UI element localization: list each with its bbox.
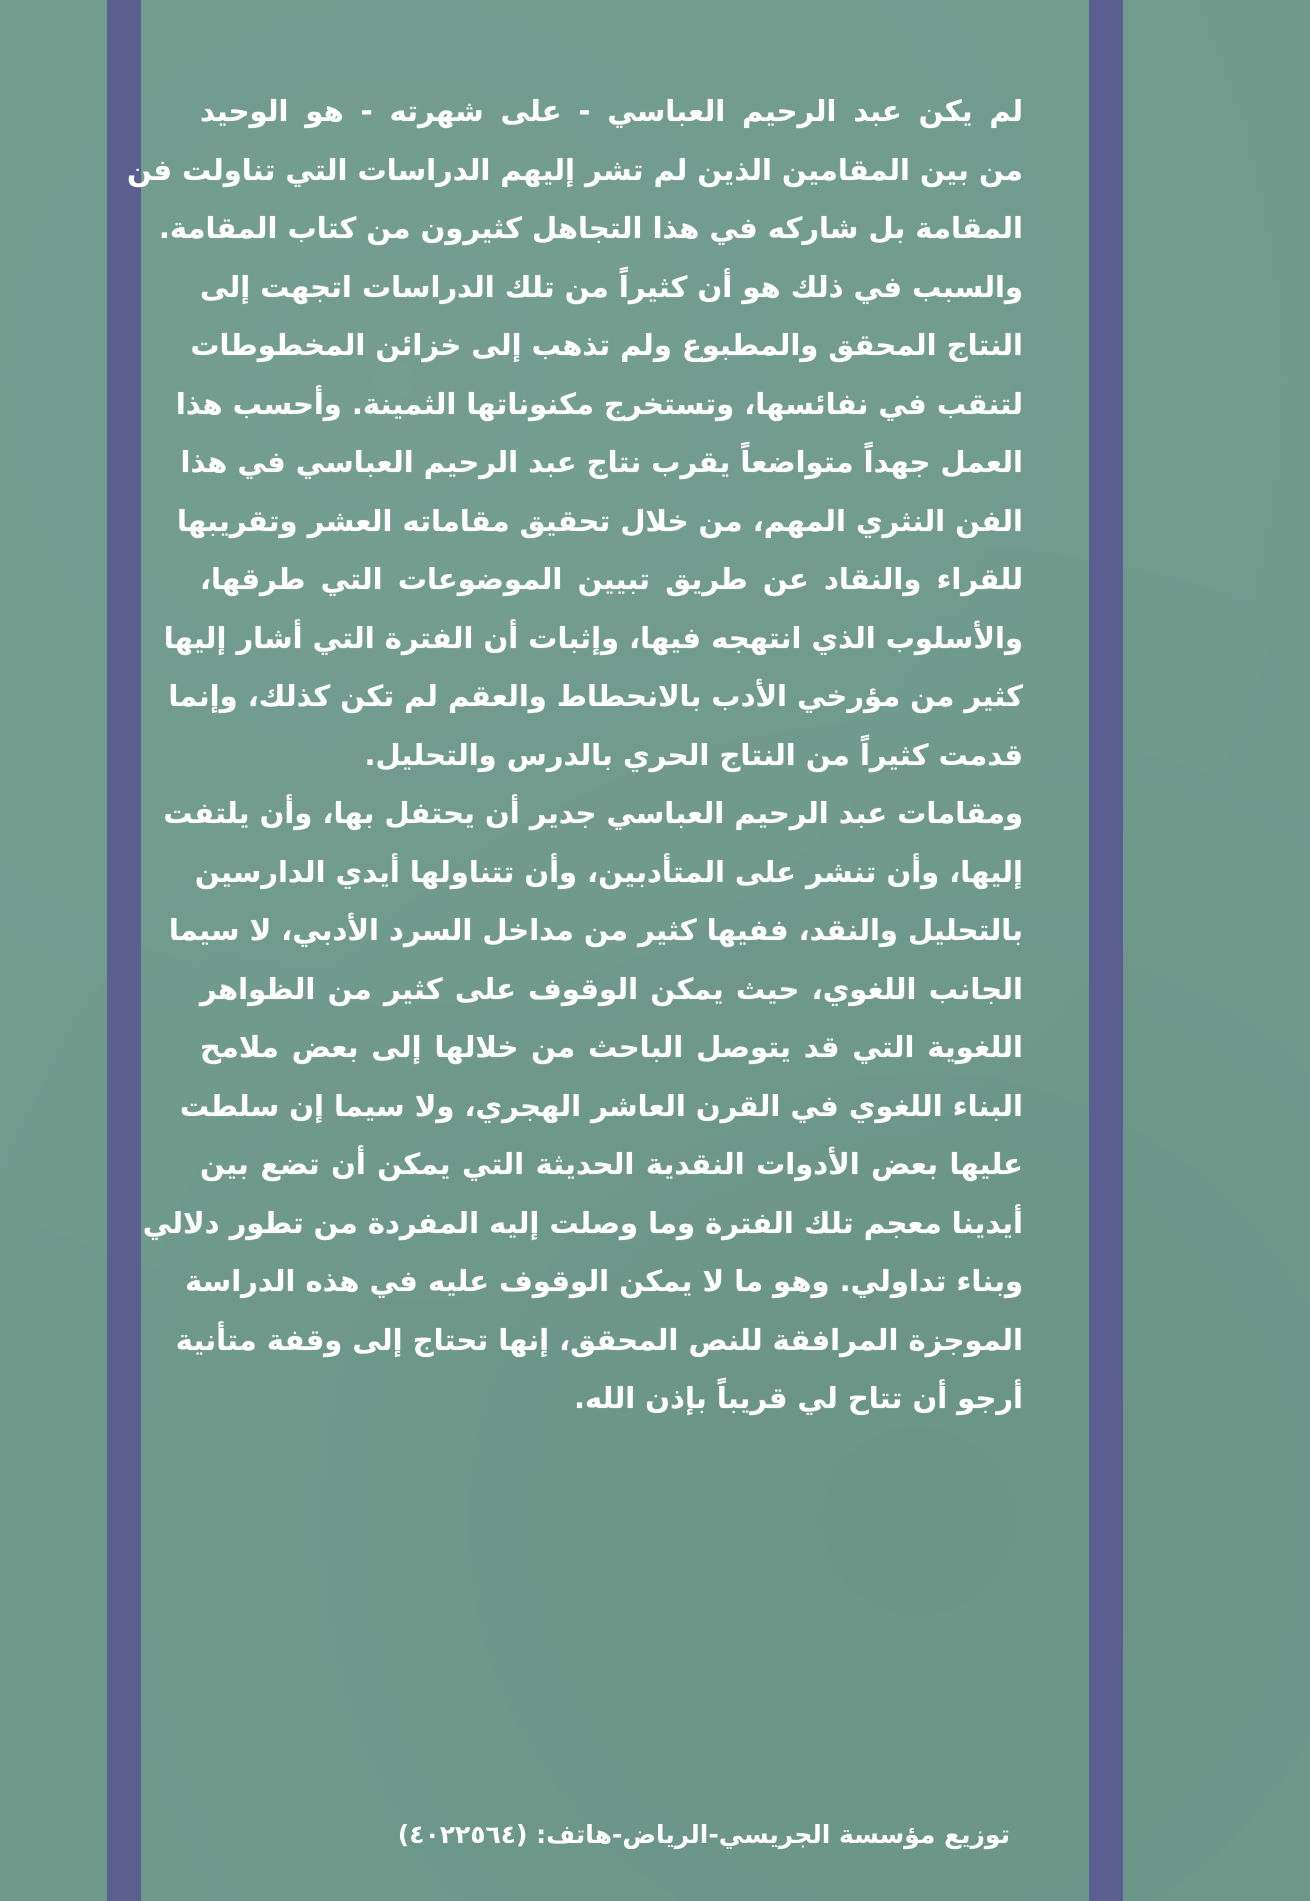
- blurb-line: قدمت كثيراً من النتاج الحري بالدرس والتحليل.: [364, 737, 1023, 772]
- right-decorative-stripe: [1089, 0, 1123, 1901]
- blurb-line: لتنقب في نفائسها، وتستخرج مكنوناتها الثمينة. وأحسب هذا: [175, 386, 1023, 421]
- blurb-line: عليها بعض الأدوات النقدية الحديثة التي يمكن أن تضع بين: [200, 1147, 1023, 1181]
- blurb-line: من بين المقامين الذين لم تشر إليهم الدراسات التي تناولت فن: [126, 152, 1023, 187]
- blurb-line: العمل جهداً متواضعاً يقرب نتاج عبد الرحيم العباسي في هذا: [180, 445, 1023, 479]
- blurb-line: والأسلوب الذي انتهجه فيها، وإثبات أن الفترة التي أشار إليها: [163, 620, 1023, 655]
- blurb-line: المقامة بل شاركه في هذا التجاهل كثيرون من كتاب المقامة.: [158, 211, 1023, 245]
- blurb-line: الموجزة المرافقة للنص المحقق، إنها تحتاج إلى وقفة متأنية: [175, 1322, 1023, 1357]
- blurb-line: ومقامات عبد الرحيم العباسي جدير أن يحتفل بها، وأن يلتفت: [163, 796, 1023, 830]
- blurb-line: كثير من مؤرخي الأدب بالانحطاط والعقم لم تكن كذلك، وإنما: [168, 679, 1023, 713]
- blurb-text: [126, 82, 1023, 1428]
- left-decorative-stripe: [107, 0, 141, 1901]
- blurb-line: لم يكن عبد الرحيم العباسي - على شهرته - هو الوحيد: [200, 94, 1023, 128]
- blurb-line: الفن النثري المهم، من خلال تحقيق مقاماته العشر وتقريبها: [176, 503, 1023, 538]
- distributor-line: توزيع مؤسسة الجريسي-الرياض-هاتف: (٤٠٢٢٥٦٤): [397, 1820, 1010, 1849]
- blurb-line: بالتحليل والنقد، ففيها كثير من مداخل السرد الأدبي، لا سيما: [168, 913, 1023, 947]
- blurb-line: اللغوية التي قد يتوصل الباحث من خلالها إلى بعض ملامح: [200, 1030, 1023, 1064]
- blurb-line: الجانب اللغوي، حيث يمكن الوقوف على كثير من الظواهر: [200, 971, 1023, 1006]
- blurb-line: أيدينا معجم تلك الفترة وما وصلت إليه المفردة من تطور دلالي: [142, 1205, 1023, 1240]
- blurb-line: للقراء والنقاد عن طريق تبيين الموضوعات التي طرقها،: [200, 562, 1023, 596]
- blurb-line: البناء اللغوي في القرن العاشر الهجري، ولا سيما إن سلطت: [179, 1088, 1023, 1123]
- blurb-line: أرجو أن تتاح لي قريباً بإذن الله.: [573, 1381, 1023, 1415]
- blurb-line: والسبب في ذلك هو أن كثيراً من تلك الدراسات اتجهت إلى: [200, 269, 1023, 304]
- blurb-line: النتاج المحقق والمطبوع ولم تذهب إلى خزائن المخطوطات: [190, 328, 1023, 362]
- blurb-line: إليها، وأن تنشر على المتأدبين، وأن تتناولها أيدي الدارسين: [194, 854, 1023, 889]
- blurb-line: وبناء تداولي. وهو ما لا يمكن الوقوف عليه في هذه الدراسة: [185, 1264, 1023, 1298]
